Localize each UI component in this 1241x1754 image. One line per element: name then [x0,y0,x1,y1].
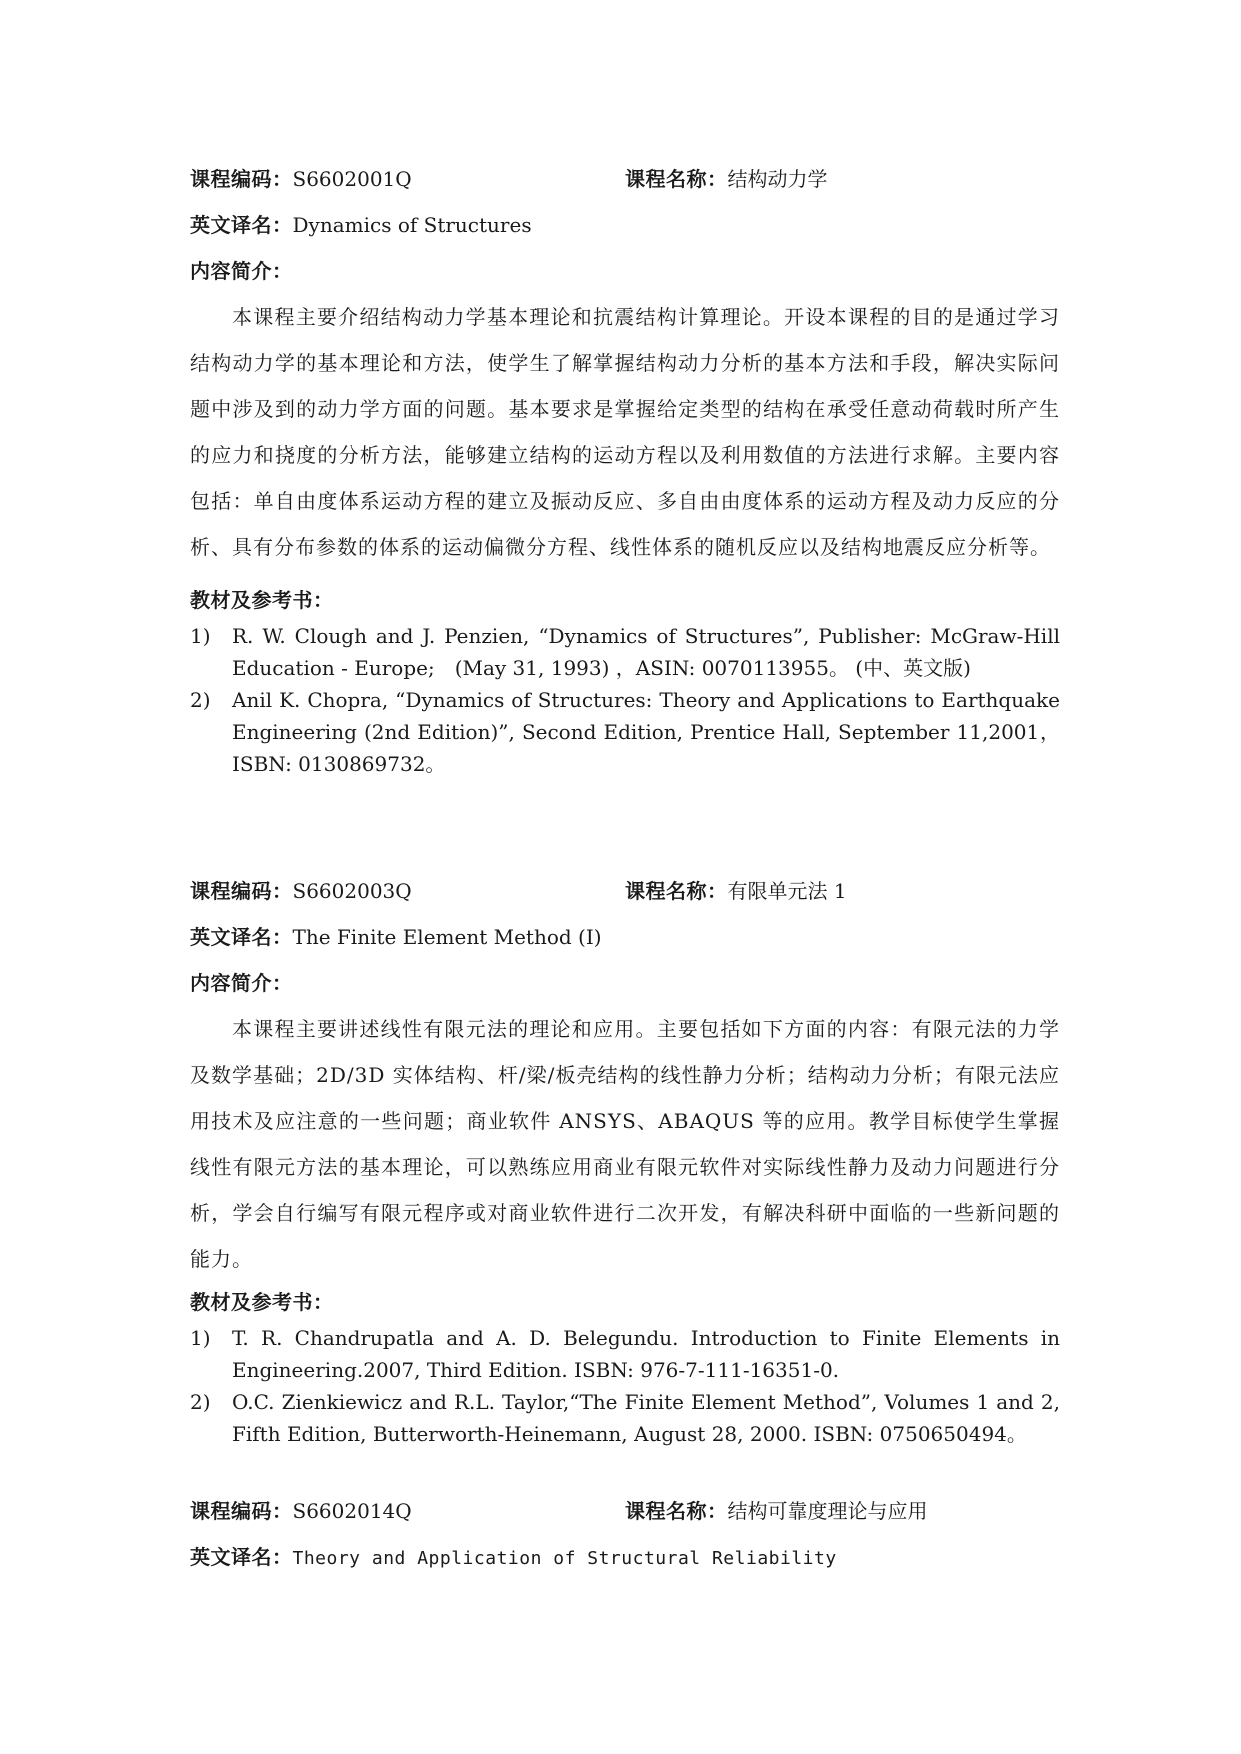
course-code-label: 课程编码： [190,167,293,191]
reference-list [190,1322,1060,1450]
course-name-label: 课程名称： [625,1499,728,1523]
reference-text: T. R. Chandrupatla and A. D. Belegundu. Introduction to Finite Elements in Engineering.2007, Third Edition. ISBN: 976-7-111-16351-0. [232,1326,1060,1382]
course-code: S6602001Q [292,167,412,191]
english-name: Dynamics of Structures [292,213,532,237]
references-label-row [190,1282,1060,1322]
reference-number: 1) [190,1326,211,1350]
course-block-1 [190,156,1060,780]
intro-label-row [190,960,1060,1006]
reference-item [190,1386,1060,1450]
english-name-row [190,202,1060,248]
course-code-row [190,868,1060,914]
english-name-row [190,1534,1060,1580]
course-block-3 [190,1488,1060,1580]
course-name: 结构动力学 [727,167,828,191]
course-code-label: 课程编码： [190,1499,293,1523]
english-name: Theory and Application of Structural Reliability [292,1548,837,1569]
reference-list [190,620,1060,780]
reference-item [190,1322,1060,1386]
course-block-2 [190,868,1060,1450]
references-label-row [190,580,1060,620]
course-intro: 本课程主要讲述线性有限元法的理论和应用。主要包括如下方面的内容：有限元法的力学及数学基础；2D/3D 实体结构、杆/梁/板壳结构的线性静力分析；结构动力分析；有限元法应用技术及应注意的一些问题；商业软件 ANSYS、ABAQUS 等的应用。教学目标使学生掌握线性有限元方法的基本理论，可以熟练应用商业有限元软件对实际线性静力及动力问题进行分析，学会自行编写有限元程序或对商业软件进行二次开发，有解决科研中面临的一些新问题的能力。 [190,1017,1060,1271]
course-name: 有限单元法 1 [727,879,847,903]
reference-number: 2) [190,1390,211,1414]
course-code-row [190,156,1060,202]
course-intro: 本课程主要介绍结构动力学基本理论和抗震结构计算理论。开设本课程的目的是通过学习结构动力学的基本理论和方法，使学生了解掌握结构动力分析的基本方法和手段，解决实际问题中涉及到的动力学方面的问题。基本要求是掌握给定类型的结构在承受任意动荷载时所产生的应力和挠度的分析方法，能够建立结构的运动方程以及利用数值的方法进行求解。主要内容包括：单自由度体系运动方程的建立及振动反应、多自由由度体系的运动方程及动力反应的分析、具有分布参数的体系的运动偏微分方程、线性体系的随机反应以及结构地震反应分析等。 [190,305,1060,559]
reference-text: O.C. Zienkiewicz and R.L. Taylor,“The Finite Element Method”, Volumes 1 and 2, Fifth Edition, Butterworth-Heinemann, August 28, 2000. ISBN: 0750650494。 [232,1390,1060,1446]
course-name-label: 课程名称： [625,879,728,903]
course-code-label: 课程编码： [190,879,293,903]
course-name-label: 课程名称： [625,167,728,191]
english-name: The Finite Element Method (I) [292,925,602,949]
reference-text: Anil K. Chopra, “Dynamics of Structures: Theory and Applications to Earthquake Engineering (2nd Edition)”, Second Edition, Prentice Hall, September 11,2001， ISBN: 0130869732。 [232,688,1060,776]
english-name-label: 英文译名： [190,213,293,237]
reference-item [190,620,1060,684]
intro-label: 内容简介： [190,259,293,283]
intro-label: 内容简介： [190,971,293,995]
reference-number: 2) [190,688,211,712]
course-name: 结构可靠度理论与应用 [727,1499,928,1523]
reference-item [190,684,1060,780]
course-code: S6602003Q [292,879,412,903]
english-name-label: 英文译名： [190,925,293,949]
course-code-row [190,1488,1060,1534]
english-name-label: 英文译名： [190,1545,293,1569]
intro-label-row [190,248,1060,294]
reference-text: R. W. Clough and J. Penzien, “Dynamics of Structures”, Publisher: McGraw-Hill Education - Europe; (May 31, 1993) ，ASIN: 0070113955。 (中、英文版) [232,624,1060,680]
reference-number: 1) [190,624,211,648]
references-label: 教材及参考书： [190,1290,334,1314]
english-name-row [190,914,1060,960]
course-code: S6602014Q [292,1499,412,1523]
references-label: 教材及参考书： [190,588,334,612]
